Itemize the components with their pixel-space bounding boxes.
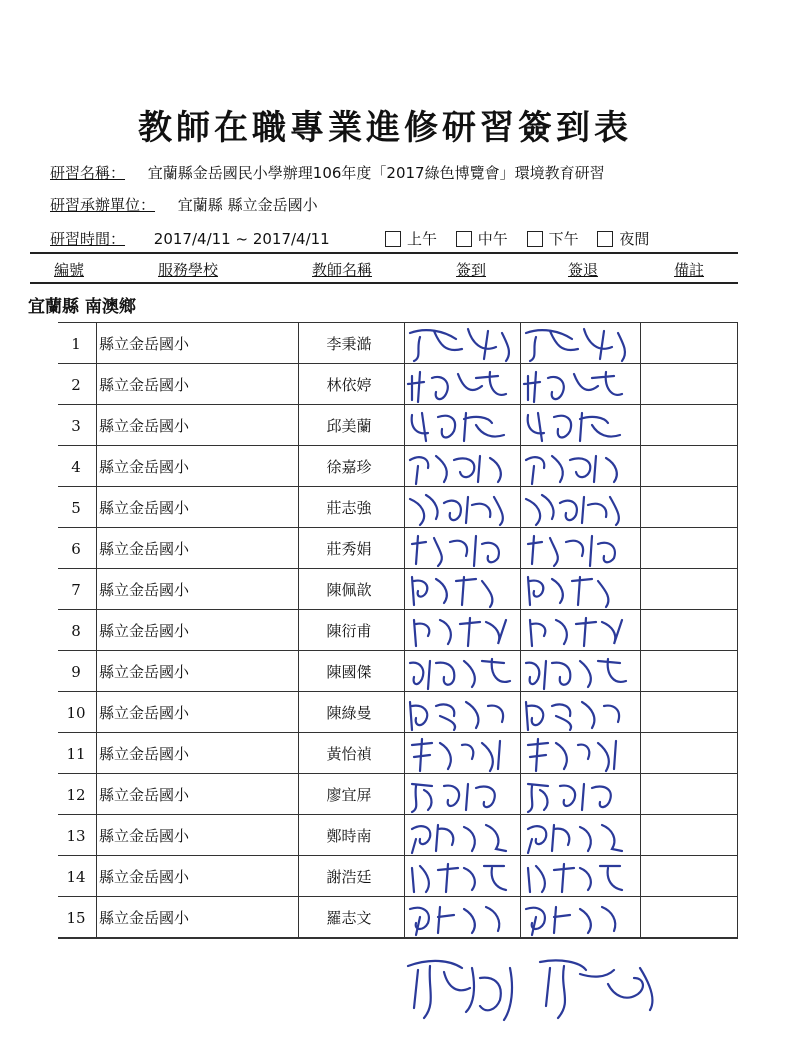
table-row xyxy=(58,486,738,528)
table-row xyxy=(58,363,738,405)
row-sign-out-cell xyxy=(520,528,639,569)
row-teacher-name: 林依婷 xyxy=(298,364,399,405)
checkbox-morning[interactable]: 上午 xyxy=(385,228,437,249)
row-teacher-name: 陳國傑 xyxy=(298,651,399,692)
table-row xyxy=(58,691,738,733)
row-number: 8 xyxy=(71,621,81,640)
table-row xyxy=(58,650,738,692)
row-sign-out-cell xyxy=(520,733,639,774)
row-sign-in-cell xyxy=(404,528,519,569)
row-number: 5 xyxy=(71,498,81,517)
sign-out-signature xyxy=(521,856,633,900)
row-note-cell xyxy=(640,487,738,528)
row-sign-in-cell xyxy=(404,774,519,815)
row-number: 1 xyxy=(71,334,81,353)
row-note-cell xyxy=(640,856,738,897)
row-school: 縣立金岳國小 xyxy=(96,569,295,610)
row-sign-in-cell xyxy=(404,610,519,651)
sign-out-signature xyxy=(521,692,633,736)
row-sign-out-cell xyxy=(520,323,639,364)
sign-in-signature xyxy=(405,733,517,777)
row-note-cell xyxy=(640,651,738,692)
row-sign-in-cell xyxy=(404,405,519,446)
row-number: 15 xyxy=(66,908,86,927)
training-time-line xyxy=(50,228,750,249)
row-sign-in-cell xyxy=(404,692,519,733)
sign-out-signature xyxy=(521,897,633,941)
row-school: 縣立金岳國小 xyxy=(96,856,295,897)
row-note-cell xyxy=(640,897,738,938)
table-row xyxy=(58,732,738,774)
checkbox-afternoon[interactable]: 下午 xyxy=(527,228,579,249)
row-school: 縣立金岳國小 xyxy=(96,815,295,856)
sign-in-signature xyxy=(405,610,517,654)
row-number: 11 xyxy=(66,744,86,763)
row-teacher-name: 黃怡禎 xyxy=(298,733,399,774)
sign-in-signature xyxy=(405,364,517,408)
row-note-cell xyxy=(640,364,738,405)
row-teacher-name: 徐嘉珍 xyxy=(298,446,399,487)
row-note-cell xyxy=(640,610,738,651)
row-school: 縣立金岳國小 xyxy=(96,610,295,651)
row-note-cell xyxy=(640,405,738,446)
row-school: 縣立金岳國小 xyxy=(96,651,295,692)
table-row xyxy=(58,527,738,569)
sign-in-signature xyxy=(405,569,517,613)
sign-out-signature xyxy=(521,405,633,449)
sign-in-signature xyxy=(405,856,517,900)
host-unit-line xyxy=(50,194,318,215)
row-number: 7 xyxy=(71,580,81,599)
header-teacher-name: 教師名稱 xyxy=(312,261,373,279)
row-sign-out-cell xyxy=(520,815,639,856)
row-number: 12 xyxy=(66,785,86,804)
row-number: 13 xyxy=(66,826,86,845)
checkbox-square-icon xyxy=(527,231,543,247)
sign-out-signature xyxy=(521,815,633,859)
row-sign-in-cell xyxy=(404,323,519,364)
row-teacher-name: 莊志強 xyxy=(298,487,399,528)
table-row xyxy=(58,855,738,897)
checkbox-noon[interactable]: 中午 xyxy=(456,228,508,249)
row-sign-out-cell xyxy=(520,610,639,651)
row-teacher-name: 廖宜屏 xyxy=(298,774,399,815)
row-sign-out-cell xyxy=(520,446,639,487)
row-sign-out-cell xyxy=(520,651,639,692)
sign-in-signature xyxy=(405,487,517,531)
sign-in-signature xyxy=(405,651,517,695)
table-bottom-rule xyxy=(58,937,738,939)
row-teacher-name: 李秉澔 xyxy=(298,323,399,364)
training-time-value: 2017/4/11 ~ 2017/4/11 xyxy=(153,230,330,248)
row-school: 縣立金岳國小 xyxy=(96,405,295,446)
sign-out-signature xyxy=(521,323,633,367)
row-sign-in-cell xyxy=(404,487,519,528)
row-sign-in-cell xyxy=(404,569,519,610)
row-note-cell xyxy=(640,692,738,733)
sign-out-signature xyxy=(521,569,633,613)
sign-out-signature xyxy=(521,774,633,818)
sign-in-signature xyxy=(405,405,517,449)
row-sign-in-cell xyxy=(404,856,519,897)
table-row xyxy=(58,896,738,938)
table-row xyxy=(58,404,738,446)
row-sign-out-cell xyxy=(520,569,639,610)
extra-signature-image xyxy=(400,948,670,1028)
sign-out-signature xyxy=(521,364,633,408)
row-sign-out-cell xyxy=(520,856,639,897)
row-note-cell xyxy=(640,446,738,487)
header-sign-out: 簽退 xyxy=(568,261,599,279)
sign-out-signature xyxy=(521,733,633,777)
header-top-rule xyxy=(30,252,738,254)
row-sign-out-cell xyxy=(520,774,639,815)
training-name-value: 宜蘭縣金岳國民小學辦理106年度「2017綠色博覽會」環境教育研習 xyxy=(147,164,605,182)
row-school: 縣立金岳國小 xyxy=(96,446,295,487)
row-sign-out-cell xyxy=(520,692,639,733)
table-row xyxy=(58,609,738,651)
training-time-label: 研習時間： xyxy=(50,230,126,248)
header-note: 備註 xyxy=(674,261,705,279)
sign-out-signature xyxy=(521,651,633,695)
row-teacher-name: 鄭時南 xyxy=(298,815,399,856)
row-note-cell xyxy=(640,774,738,815)
sign-in-signature xyxy=(405,815,517,859)
row-sign-in-cell xyxy=(404,733,519,774)
row-school: 縣立金岳國小 xyxy=(96,733,295,774)
training-name-label: 研習名稱： xyxy=(50,164,126,182)
row-number: 14 xyxy=(66,867,86,886)
row-teacher-name: 陳綠曼 xyxy=(298,692,399,733)
header-num: 編號 xyxy=(54,261,85,279)
sign-in-signature xyxy=(405,897,517,941)
row-number: 2 xyxy=(71,375,81,394)
host-unit-value: 宜蘭縣 縣立金岳國小 xyxy=(177,196,318,214)
sign-in-signature xyxy=(405,692,517,736)
row-sign-out-cell xyxy=(520,405,639,446)
row-school: 縣立金岳國小 xyxy=(96,897,295,938)
row-number: 9 xyxy=(71,662,81,681)
table-row xyxy=(58,445,738,487)
sign-in-signature xyxy=(405,774,517,818)
header-sign-in: 簽到 xyxy=(456,261,487,279)
header-school: 服務學校 xyxy=(158,261,219,279)
row-teacher-name: 莊秀娟 xyxy=(298,528,399,569)
row-sign-out-cell xyxy=(520,897,639,938)
row-teacher-name: 羅志文 xyxy=(298,897,399,938)
row-sign-in-cell xyxy=(404,651,519,692)
row-school: 縣立金岳國小 xyxy=(96,487,295,528)
row-sign-in-cell xyxy=(404,364,519,405)
row-number: 6 xyxy=(71,539,81,558)
table-row xyxy=(58,322,738,364)
row-teacher-name: 陳佩歆 xyxy=(298,569,399,610)
checkbox-night[interactable]: 夜間 xyxy=(597,228,649,249)
row-sign-in-cell xyxy=(404,446,519,487)
row-school: 縣立金岳國小 xyxy=(96,323,295,364)
row-teacher-name: 陳衍甫 xyxy=(298,610,399,651)
checkbox-square-icon xyxy=(385,231,401,247)
page-title: 教師在職專業進修研習簽到表 xyxy=(138,108,632,148)
sign-out-signature xyxy=(521,528,633,572)
row-sign-in-cell xyxy=(404,815,519,856)
row-note-cell xyxy=(640,323,738,364)
row-note-cell xyxy=(640,528,738,569)
row-number: 10 xyxy=(66,703,86,722)
sign-in-signature xyxy=(405,446,517,490)
sign-in-signature xyxy=(405,323,517,367)
row-sign-in-cell xyxy=(404,897,519,938)
row-sign-out-cell xyxy=(520,364,639,405)
checkbox-square-icon xyxy=(597,231,613,247)
row-school: 縣立金岳國小 xyxy=(96,774,295,815)
checkbox-square-icon xyxy=(456,231,472,247)
row-sign-out-cell xyxy=(520,487,639,528)
table-row xyxy=(58,814,738,856)
sign-out-signature xyxy=(521,487,633,531)
row-note-cell xyxy=(640,733,738,774)
row-teacher-name: 謝浩廷 xyxy=(298,856,399,897)
row-number: 3 xyxy=(71,416,81,435)
row-school: 縣立金岳國小 xyxy=(96,364,295,405)
host-unit-label: 研習承辦單位： xyxy=(50,196,156,214)
header-bottom-rule xyxy=(30,282,738,284)
row-school: 縣立金岳國小 xyxy=(96,528,295,569)
row-note-cell xyxy=(640,569,738,610)
row-school: 縣立金岳國小 xyxy=(96,692,295,733)
row-number: 4 xyxy=(71,457,81,476)
sign-out-signature xyxy=(521,610,633,654)
session-checkboxes xyxy=(385,228,663,251)
row-teacher-name: 邱美蘭 xyxy=(298,405,399,446)
table-row xyxy=(58,773,738,815)
sign-out-signature xyxy=(521,446,633,490)
sign-in-signature xyxy=(405,528,517,572)
row-note-cell xyxy=(640,815,738,856)
table-row xyxy=(58,568,738,610)
region-label: 宜蘭縣 南澳鄉 xyxy=(28,297,136,317)
training-name-line xyxy=(50,162,605,183)
